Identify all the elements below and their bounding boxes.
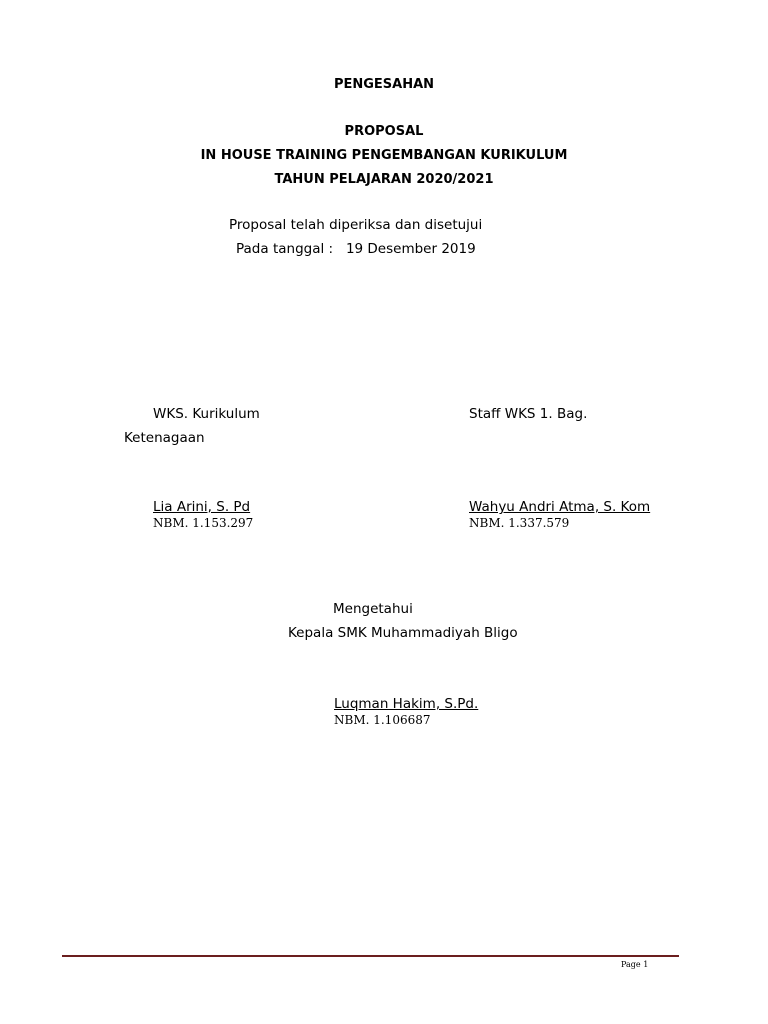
training-heading: IN HOUSE TRAINING PENGEMBANGAN KURIKULUM — [200, 148, 568, 163]
left-signatory-nbm: NBM. 1.153.297 — [153, 516, 254, 530]
academic-year-heading: TAHUN PELAJARAN 2020/2021 — [274, 172, 494, 187]
approval-date: Pada tanggal : 19 Desember 2019 — [236, 241, 476, 257]
document-title: PENGESAHAN — [333, 77, 435, 92]
right-signatory-role-continued: Ketenagaan — [124, 430, 205, 446]
headmaster-name: Luqman Hakim, S.Pd. — [334, 696, 479, 712]
acknowledgement-label: Mengetahui — [333, 601, 413, 617]
footer-rule — [62, 955, 679, 957]
left-signatory-role: WKS. Kurikulum — [153, 406, 260, 422]
proposal-heading: PROPOSAL — [344, 124, 424, 139]
page-number: Page 1 — [621, 960, 649, 969]
right-signatory-name: Wahyu Andri Atma, S. Kom — [469, 499, 651, 515]
headmaster-nbm: NBM. 1.106687 — [334, 713, 431, 727]
approval-statement: Proposal telah diperiksa dan disetujui — [229, 217, 483, 233]
headmaster-role: Kepala SMK Muhammadiyah Bligo — [288, 625, 518, 641]
left-signatory-name: Lia Arini, S. Pd — [153, 499, 251, 515]
right-signatory-nbm: NBM. 1.337.579 — [469, 516, 570, 530]
right-signatory-role: Staff WKS 1. Bag. — [469, 406, 588, 422]
